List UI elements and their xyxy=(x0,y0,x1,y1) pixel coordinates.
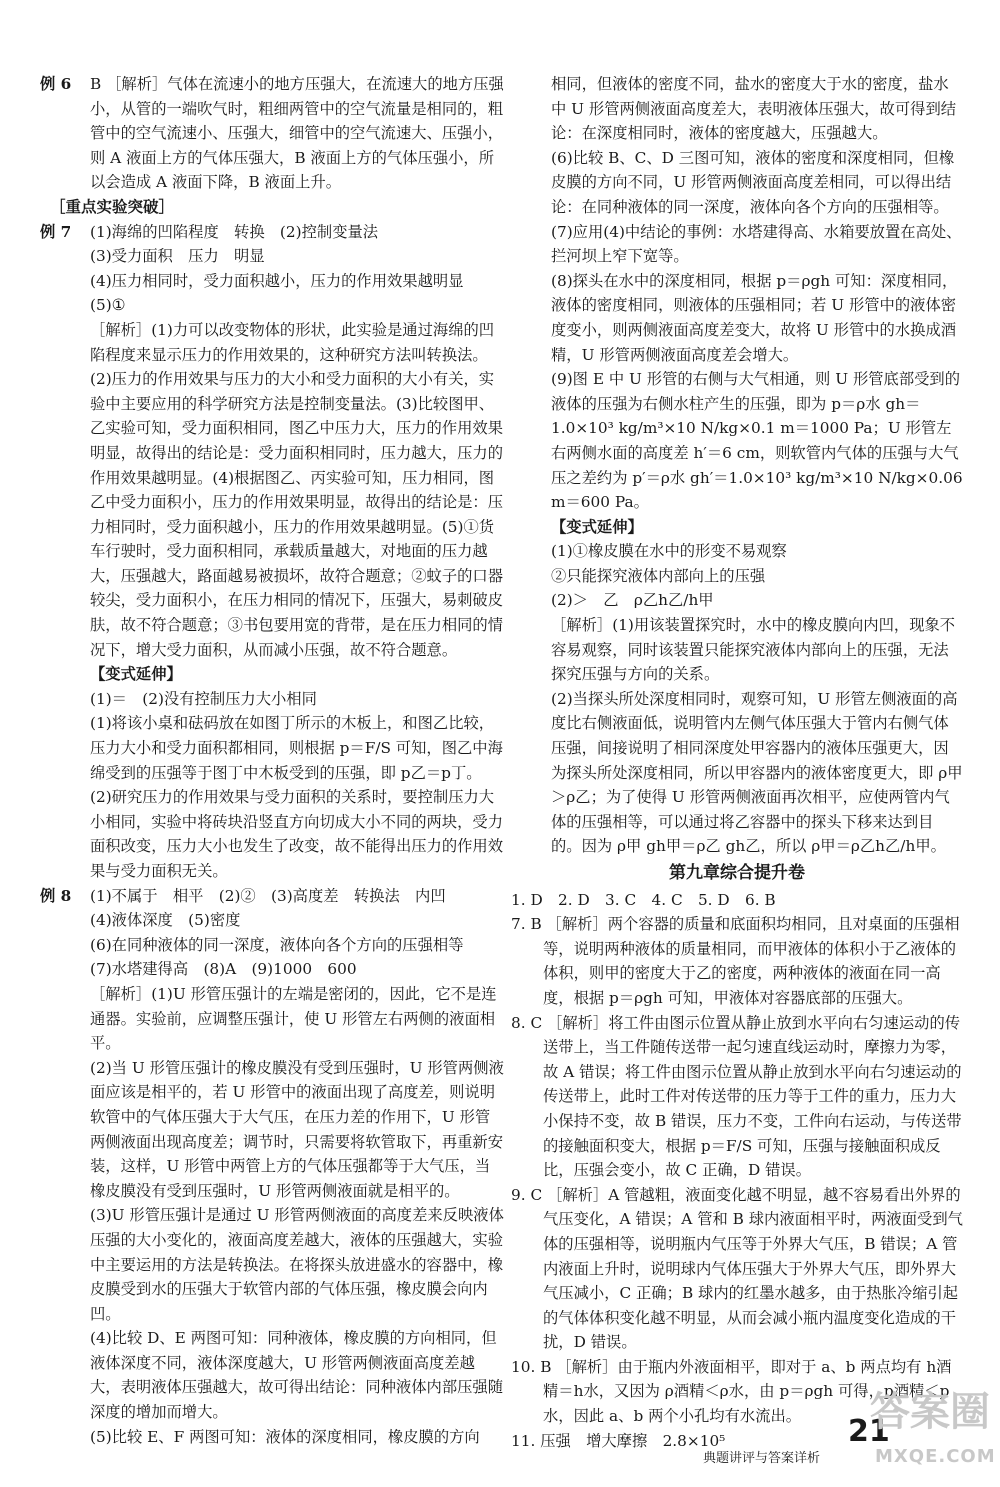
example-7-extension: (1)＝ (2)没有控制压力大小相同 (1)将该小桌和砝码放在如图丁所示的木板上，和图乙比较，压力大小和受力面积都相同，则根据 p＝F/S 可知，图乙中海绵受到的压强等于图丁中木板受到的压强，即 p乙＝p丁。 (2)研究压力的作用效果与受力面积的关系时，要控制压力大小相同，实验中将砖块沿竖直方向切成大小不同的两块，受力面积改变，压力大小也发生了改变，故不能得出压力的作用效果与受力面积无关。 xyxy=(90,689,504,880)
example-7-label: 例 7 xyxy=(40,222,72,241)
answer-10: 10. B ［解析］由于瓶内外液面相平，即对于 a、b 两点均有 h酒精＝h水，又因为 ρ酒精＜ρ水，由 p＝ρgh 可得，p酒精＜p水，因此 a、b 两个小孔均有水流出。 xyxy=(511,1357,952,1426)
watermark-url: MXQE.COM xyxy=(875,1446,996,1467)
example-8-answers: (1)不属于 相平 (2)② (3)高度差 转换法 内凹 (4)液体深度 (5)密度 (6)在同种液体的同一深度，液体向各个方向的压强相等 (7)水塔建得高 (8)A (9)1000 600 xyxy=(90,886,464,979)
variant-extension-analysis: ［解析］(1)用该装置探究时，水中的橡皮膜向内凹，现象不容易观察，同时该装置只能探究液体内部向上的压强，无法探究压强与方向的关系。 (2)当探头所处深度相同时，观察可知，U 形管左侧液面的高度比右侧液面低，说明管内左侧气体压强大于管内右侧气体压强，间接说明了相同深度处甲容器内的液体压强更大，因为探头所处深度相同，所以甲容器内的液体密度更大，即 ρ甲＞ρ乙；为了使得 U 形管两侧液面再次相平，应使两管内气体的压强相等，可以通过将乙容器中的探头下移来达到目的。因为 ρ甲 gh甲＝ρ乙 gh乙，所以 ρ甲＝ρ乙h乙/h甲。 xyxy=(551,616,963,856)
example-6-text: B ［解析］气体在流速小的地方压强大，在流速大的地方压强小，从管的一端吹气时，粗细两管中的空气流量是相同的，粗管中的空气流速小、压强大，细管中的空气流速大、压强小，则 A 液面上方的气体压强大，B 液面上方的气体压强小，所以会造成 A 液面下降，B 液面上升。 xyxy=(90,75,504,192)
example-8-continued: 相同，但液体的密度不同，盐水的密度大于水的密度，盐水中 U 形管两侧液面高度差大，表明液体压强大，故可得到结论：在深度相同时，液体的密度越大，压强越大。 (6)比较 B、C、D 三图可知，液体的密度和深度相同，但橡皮膜的方向不同，U 形管两侧液面高度差相同，可以得出结论：在同种液体的同一深度，液体向各个方向的压强相等。 (7)应用(4)中结论的事例：水塔建得高、水箱要放置在高处、拦河坝上窄下宽等。 (8)探头在水中的深度相同，根据 p＝ρgh 可知：深度相同，液体的密度相同，则液体的压强相同；若 U 形管中的液体密度变小，则两侧液面高度差变大，故将 U 形管中的水换成酒精，U 形管两侧液面高度差会增大。 (9)图 E 中 U 形管的右侧与大气相通，则 U 形管底部受到的液体的压强为右侧水柱产生的压强，即为 p＝ρ水 gh＝1.0×10³ kg/m³×10 N/kg×0.1 m＝1000 Pa；U 形管左右两侧水面的高度差 h′＝6 cm，则软管内气体的压强与大气压之差约为 p′＝ρ水 gh′＝1.0×10³ kg/m³×10 N/kg×0.06 m＝600 Pa。 xyxy=(551,75,963,512)
section-heading: ［重点实验突破］ xyxy=(50,197,175,216)
watermark-logo: 答案圈 xyxy=(870,1389,990,1435)
variant-extension-2: (2)＞ 乙 ρ乙h乙/h甲 xyxy=(551,591,714,610)
example-7-extension-title: 【变式延伸】 xyxy=(90,665,182,684)
example-7-analysis: ［解析］(1)力可以改变物体的形状，此实验是通过海绵的凹陷程度来显示压力的作用效果的，这种研究方法叫转换法。(2)压力的作用效果与压力的大小和受力面积的大小有关，实验中主要应用的科学研究方法是控制变量法。(3)比较图甲、乙实验可知，受力面积相同，图乙中压力大，压力的作用效果明显，故得出的结论是：受力面积相同时，压力越大，压力的作用效果越明显。(4)根据图乙、丙实验可知，压力相同，图乙中受力面积小，压力的作用效果明显，故得出的结论是：压力相同时，受力面积越小，压力的作用效果越明显。(5)①货车行驶时，受力面积相同，承载质量越大，对地面的压力越大，压强越大，路面越易被损坏，故符合题意；②蚊子的口器较尖，受力面积小，在压力相同的情况下，压强大，易刺破皮肤，故不符合题意；③书包要用宽的背带，是在压力相同的情况下，增大受力面积，从而减小压强，故不符合题意。 xyxy=(90,320,504,659)
chapter-title: 第九章综合提升卷 xyxy=(669,863,805,883)
variant-extension-1: (1)①橡皮膜在水中的形变不易观察 ②只能探究液体内部向上的压强 xyxy=(551,542,787,585)
answer-7: 7. B ［解析］两个容器的质量和底面积均相同，且对桌面的压强相等，说明两种液体的质量相同，而甲液体的体积小于乙液体的体积，则甲的密度大于乙的密度，两种液体的液面在同一高度，根据 p＝ρgh 可知，甲液体对容器底部的压强大。 xyxy=(511,915,960,1007)
example-8-label: 例 8 xyxy=(40,886,72,905)
example-6-label: 例 6 xyxy=(40,75,72,93)
example-7-answers: (1)海绵的凹陷程度 转换 (2)控制变量法 (3)受力面积 压力 明显 (4)压力相同时，受力面积越小，压力的作用效果越明显 (5)① xyxy=(90,222,464,315)
example-8-analysis: ［解析］(1)U 形管压强计的左端是密闭的，因此，它不是连通器。实验前，应调整压强计，使 U 形管左右两侧的液面相平。 (2)当 U 形管压强计的橡皮膜没有受到压强时，U 形管两侧液面应该是相平的，若 U 形管中的液面出现了高度差，则说明软管中的气体压强大于大气压，在压力差的作用下，U 形管两侧液面出现高度差；调节时，只需要将软管取下，再重新安装，这样，U 形管中两管上方的气体压强都等于大气压，当橡皮膜没有受到压强时，U 形管两侧液面就是相平的。 (3)U 形管压强计是通过 U 形管两侧液面的高度差来反映液体压强的大小变化的，液面高度差越大，液体的压强越大，实验中主要运用的方法是转换法。在将探头放进盛水的容器中，橡皮膜受到水的压强大于软管内部的气体压强，橡皮膜会向内凹。 (4)比较 D、E 两图可知：同种液体，橡皮膜的方向相同，但液体深度不同，液体深度越大，U 形管两侧液面高度差越大，表明液体压强越大，故可得出结论：同种液体内部压强随深度的增加而增大。 (5)比较 E、F 两图可知：液体的深度相同，橡皮膜的方向 xyxy=(90,984,504,1446)
answer-8: 8. C ［解析］将工件由图示位置从静止放到水平向右匀速运动的传送带上，当工件随传送带一起匀速直线运动时，摩擦力为零，故 A 错误；将工件由图示位置从静止放到水平向右匀速运动的传送带上，此时工件对传送带的压力等于工件的重力，压力大小保持不变，故 B 错误，压力不变，工件向右运动，与传送带的接触面积变大，根据 p＝F/S 可知，压强与接触面积成反比，压强会变小，故 C 正确，D 错误。 xyxy=(511,1013,962,1180)
answer-11: 11. 压强 增大摩擦 2.8×10⁵ xyxy=(511,1431,726,1450)
page-number: 21 xyxy=(848,1414,890,1449)
answer-9: 9. C ［解析］A 管越粗，液面变化越不明显，越不容易看出外界的气压变化，A 错误；A 管和 B 球内液面相平时，两液面受到气体的压强相等，说明瓶内气压等于外界大气压，B 错误；A 管内液面上升时，说明球内气体压强大于外界大气压，即外界大气压减小，C 正确；B 球内的红墨水越多，由于热胀冷缩引起的气体体积变化越不明显，从而会减小瓶内温度变化造成的干扰，D 错误。 xyxy=(511,1185,963,1352)
variant-extension-title: 【变式延伸】 xyxy=(551,517,643,536)
footer-caption: 典题讲评与答案详析 xyxy=(703,1451,821,1466)
left-column xyxy=(40,72,505,1449)
answers-1-6: 1. D 2. D 3. C 4. C 5. D 6. B xyxy=(511,890,776,909)
right-column xyxy=(511,72,963,1453)
